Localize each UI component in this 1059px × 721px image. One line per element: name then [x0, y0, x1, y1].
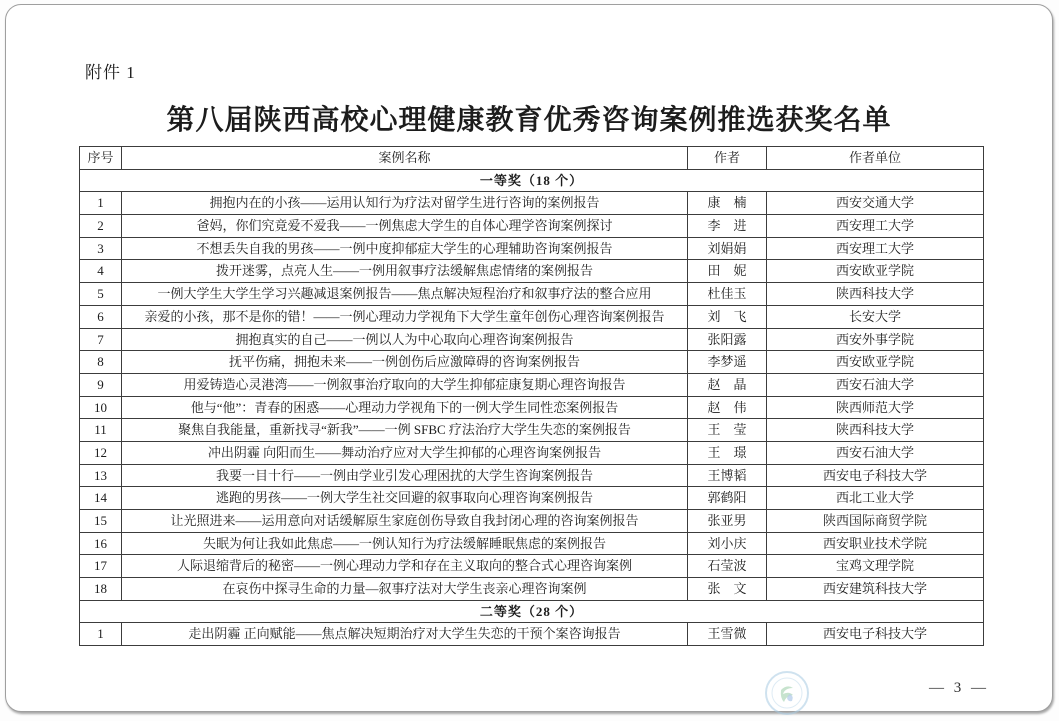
author-name: 石莹波 [688, 555, 767, 578]
case-name: 他与“他”：青春的困惑——心理动力学视角下的一例大学生同性恋案例报告 [122, 396, 688, 419]
row-number: 1 [80, 623, 122, 646]
row-number: 1 [80, 192, 122, 215]
case-name: 冲出阴霾 向阳而生——舞动治疗应对大学生抑郁的心理咨询案例报告 [122, 441, 688, 464]
author-name: 赵 伟 [688, 396, 767, 419]
author-unit: 西安交通大学 [767, 192, 984, 215]
author-name: 田 妮 [688, 260, 767, 283]
col-header-case: 案例名称 [122, 147, 688, 170]
section-label: 二等奖（28 个） [80, 600, 984, 623]
table-row [80, 532, 984, 555]
author-name: 张阳露 [688, 328, 767, 351]
table-row [80, 464, 984, 487]
author-unit: 陕西国际商贸学院 [767, 510, 984, 533]
author-name: 王 璟 [688, 441, 767, 464]
author-unit: 西安电子科技大学 [767, 464, 984, 487]
case-name: 不想丢失自我的男孩——一例中度抑郁症大学生的心理辅助咨询案例报告 [122, 237, 688, 260]
row-number: 2 [80, 215, 122, 238]
table-header-row [80, 147, 984, 170]
author-name: 李 进 [688, 215, 767, 238]
author-unit: 陕西科技大学 [767, 283, 984, 306]
table-row [80, 305, 984, 328]
col-header-author: 作者 [688, 147, 767, 170]
table-row [80, 487, 984, 510]
row-number: 3 [80, 237, 122, 260]
author-name: 张 文 [688, 578, 767, 601]
page-title: 第八届陕西高校心理健康教育优秀咨询案例推选获奖名单 [166, 105, 892, 136]
author-name: 杜佳玉 [688, 283, 767, 306]
row-number: 8 [80, 351, 122, 374]
table-row [80, 260, 984, 283]
row-number: 18 [80, 578, 122, 601]
row-number: 15 [80, 510, 122, 533]
author-name: 赵 晶 [688, 373, 767, 396]
row-number: 11 [80, 419, 122, 442]
author-unit: 西安电子科技大学 [767, 623, 984, 646]
table-row [80, 328, 984, 351]
author-name: 刘娟娟 [688, 237, 767, 260]
author-name: 李梦遥 [688, 351, 767, 374]
col-header-unit: 作者单位 [767, 147, 984, 170]
case-name: 拨开迷雾，点亮人生——一例用叙事疗法缓解焦虑情绪的案例报告 [122, 260, 688, 283]
case-name: 抚平伤痛，拥抱未来——一例创伤后应激障碍的咨询案例报告 [122, 351, 688, 374]
table-row [80, 192, 984, 215]
case-name: 聚焦自我能量，重新找寻“新我”——一例 SFBC 疗法治疗大学生失恋的案例报告 [122, 419, 688, 442]
case-name: 一例大学生大学生学习兴趣减退案例报告——焦点解决短程治疗和叙事疗法的整合应用 [122, 283, 688, 306]
row-number: 14 [80, 487, 122, 510]
author-unit: 西安欧亚学院 [767, 351, 984, 374]
row-number: 10 [80, 396, 122, 419]
author-unit: 西安石油大学 [767, 373, 984, 396]
author-unit: 西安欧亚学院 [767, 260, 984, 283]
section-label: 一等奖（18 个） [80, 169, 984, 192]
row-number: 6 [80, 305, 122, 328]
author-unit: 西安建筑科技大学 [767, 578, 984, 601]
page-number: — 3 — [929, 680, 989, 696]
table-row [80, 510, 984, 533]
author-name: 王 莹 [688, 419, 767, 442]
author-unit: 西安外事学院 [767, 328, 984, 351]
author-unit: 西安理工大学 [767, 215, 984, 238]
section-header-row [80, 600, 984, 623]
table-row [80, 237, 984, 260]
case-name: 在哀伤中探寻生命的力量—叙事疗法对大学生丧亲心理咨询案例 [122, 578, 688, 601]
case-name: 爸妈，你们究竟爱不爱我——一例焦虑大学生的自体心理学咨询案例探讨 [122, 215, 688, 238]
col-header-no: 序号 [80, 147, 122, 170]
case-name: 让光照进来——运用意向对话缓解原生家庭创伤导致自我封闭心理的咨询案例报告 [122, 510, 688, 533]
award-table [79, 146, 984, 646]
author-name: 王博韬 [688, 464, 767, 487]
case-name: 亲爱的小孩，那不是你的错！——一例心理动力学视角下大学生童年创伤心理咨询案例报告 [122, 305, 688, 328]
table-row [80, 419, 984, 442]
author-name: 刘 飞 [688, 305, 767, 328]
author-name: 张亚男 [688, 510, 767, 533]
case-name: 失眠为何让我如此焦虑——一例认知行为疗法缓解睡眠焦虑的案例报告 [122, 532, 688, 555]
table-row [80, 623, 984, 646]
case-name: 逃跑的男孩——一例大学生社交回避的叙事取向心理咨询案例报告 [122, 487, 688, 510]
table-row [80, 578, 984, 601]
row-number: 12 [80, 441, 122, 464]
case-name: 我要一目十行——一例由学业引发心理困扰的大学生咨询案例报告 [122, 464, 688, 487]
row-number: 7 [80, 328, 122, 351]
author-name: 康 楠 [688, 192, 767, 215]
author-unit: 宝鸡文理学院 [767, 555, 984, 578]
author-unit: 西安石油大学 [767, 441, 984, 464]
table-row [80, 351, 984, 374]
table-row [80, 555, 984, 578]
row-number: 17 [80, 555, 122, 578]
case-name: 人际退缩背后的秘密——一例心理动力学和存在主义取向的整合式心理咨询案例 [122, 555, 688, 578]
author-unit: 陕西师范大学 [767, 396, 984, 419]
row-number: 16 [80, 532, 122, 555]
case-name: 拥抱真实的自己——一例以人为中心取向心理咨询案例报告 [122, 328, 688, 351]
author-name: 郭鹤阳 [688, 487, 767, 510]
case-name: 拥抱内在的小孩——运用认知行为疗法对留学生进行咨询的案例报告 [122, 192, 688, 215]
case-name: 用爱铸造心灵港湾——一例叙事治疗取向的大学生抑郁症康复期心理咨询报告 [122, 373, 688, 396]
table-row [80, 441, 984, 464]
case-name: 走出阴霾 正向赋能——焦点解决短期治疗对大学生失恋的干预个案咨询报告 [122, 623, 688, 646]
seal-watermark-icon [764, 670, 810, 716]
table-row [80, 396, 984, 419]
author-name: 刘小庆 [688, 532, 767, 555]
document-page [5, 4, 1053, 712]
author-unit: 长安大学 [767, 305, 984, 328]
author-unit: 西安职业技术学院 [767, 532, 984, 555]
row-number: 13 [80, 464, 122, 487]
author-unit: 西北工业大学 [767, 487, 984, 510]
row-number: 9 [80, 373, 122, 396]
table-row [80, 373, 984, 396]
attachment-label: 附件 1 [85, 63, 136, 82]
author-name: 王雪微 [688, 623, 767, 646]
row-number: 5 [80, 283, 122, 306]
author-unit: 陕西科技大学 [767, 419, 984, 442]
row-number: 4 [80, 260, 122, 283]
section-header-row [80, 169, 984, 192]
author-unit: 西安理工大学 [767, 237, 984, 260]
table-row [80, 215, 984, 238]
table-row [80, 283, 984, 306]
